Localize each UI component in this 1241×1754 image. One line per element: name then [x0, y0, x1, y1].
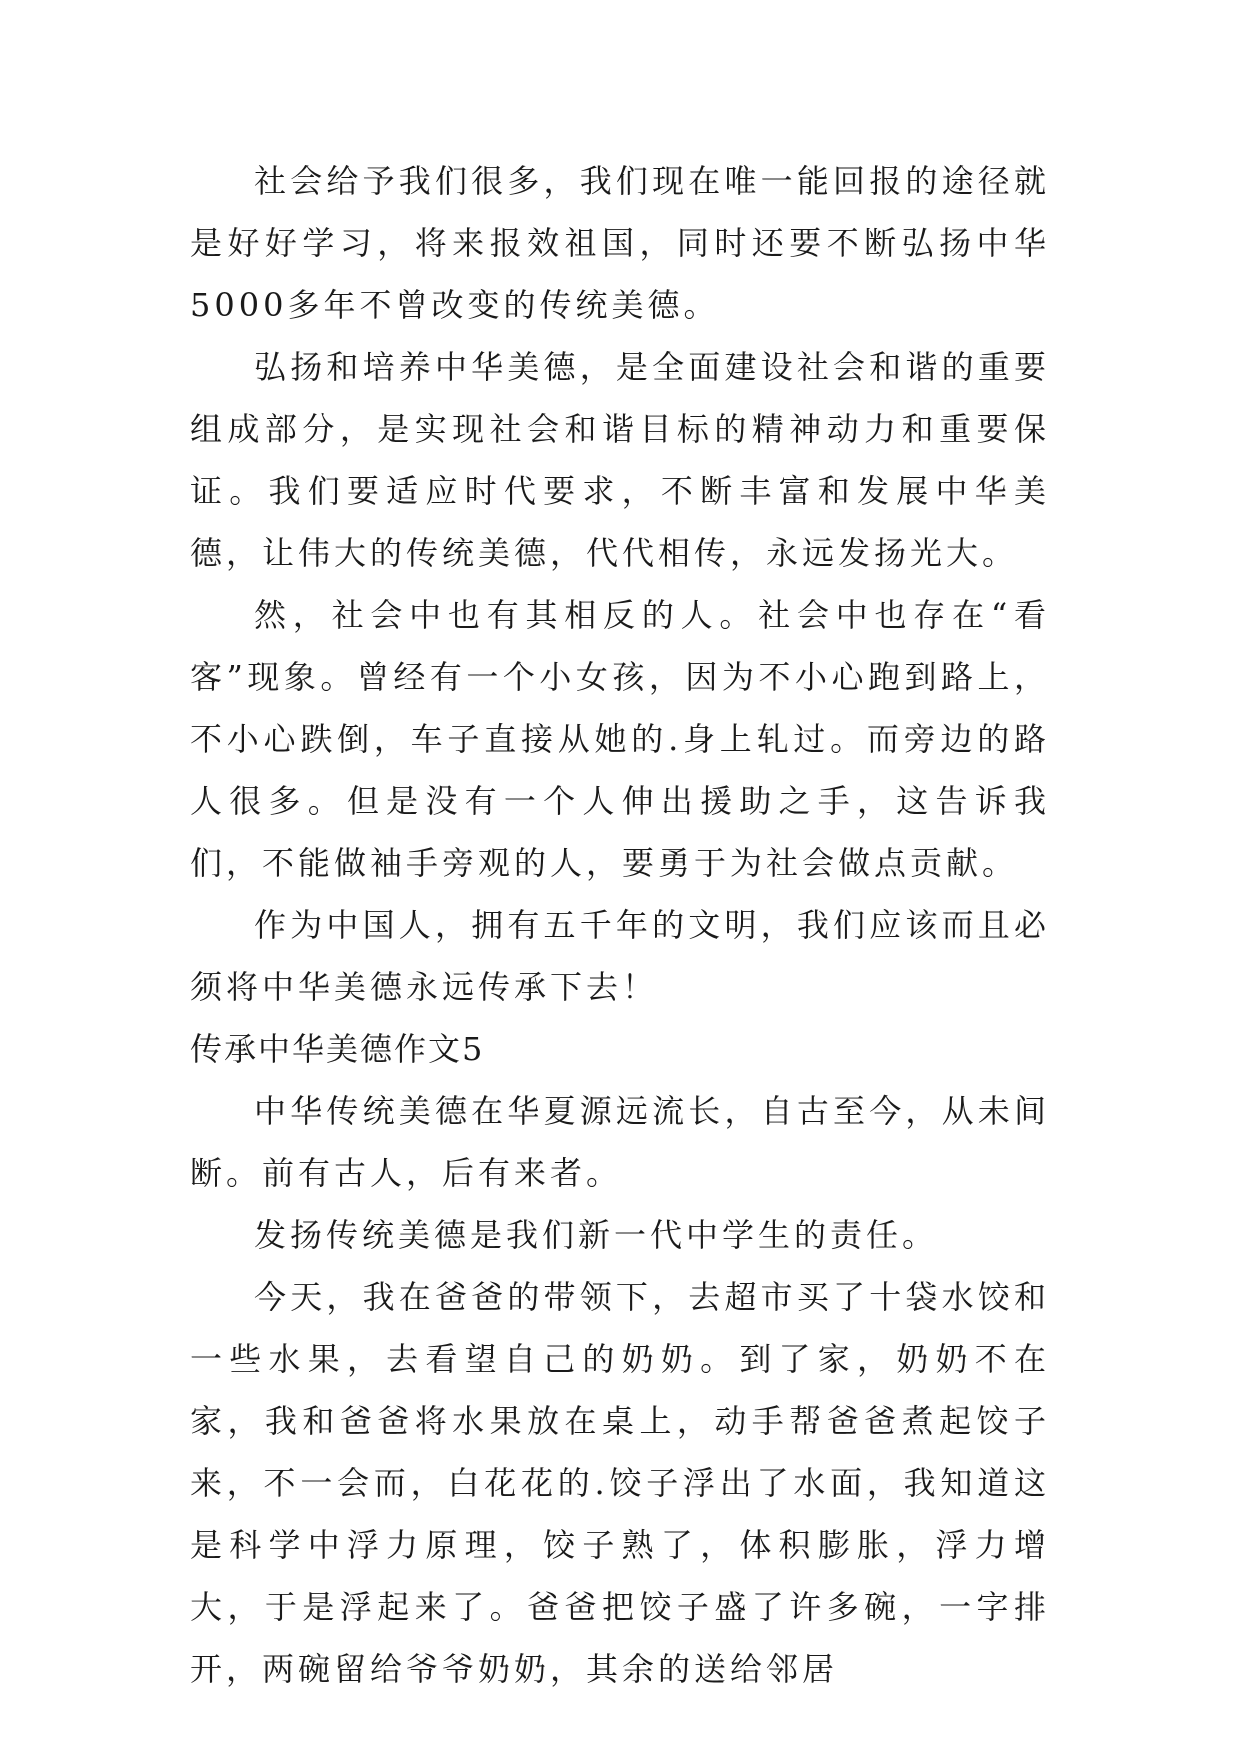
paragraph-1: 社会给予我们很多，我们现在唯一能回报的途径就是好好学习，将来报效祖国，同时还要不断弘扬中华5000多年不曾改变的传统美德。 — [190, 162, 1050, 324]
paragraph-2: 弘扬和培养中华美德，是全面建设社会和谐的重要组成部分，是实现社会和谐目标的精神动力和重要保证。我们要适应时代要求，不断丰富和发展中华美德，让伟大的传统美德，代代相传，永远发扬光大。 — [190, 348, 1050, 572]
paragraph-7: 今天，我在爸爸的带领下，去超市买了十袋水饺和一些水果，去看望自己的奶奶。到了家，奶奶不在家，我和爸爸将水果放在桌上，动手帮爸爸煮起饺子来，不一会而，白花花的.饺子浮出了水面，我知道这是科学中浮力原理，饺子熟了，体积膨胀，浮力增大，于是浮起来了。爸爸把饺子盛了许多碗，一字排开，两碗留给爷爷奶奶，其余的送给邻居 — [190, 1278, 1050, 1688]
paragraph-5: 中华传统美德在华夏源远流长，自古至今，从未间断。前有古人，后有来者。 — [190, 1092, 1050, 1192]
paragraph-3: 然，社会中也有其相反的人。社会中也存在“看客”现象。曾经有一个小女孩，因为不小心跑到路上，不小心跌倒，车子直接从她的.身上轧过。而旁边的路人很多。但是没有一个人伸出援助之手，这告诉我们，不能做袖手旁观的人，要勇于为社会做点贡献。 — [190, 596, 1050, 882]
section-heading: 传承中华美德作文5 — [190, 1030, 485, 1068]
paragraph-6: 发扬传统美德是我们新一代中学生的责任。 — [254, 1216, 939, 1254]
document-body — [190, 150, 1050, 1700]
paragraph-4: 作为中国人，拥有五千年的文明，我们应该而且必须将中华美德永远传承下去！ — [190, 906, 1050, 1006]
